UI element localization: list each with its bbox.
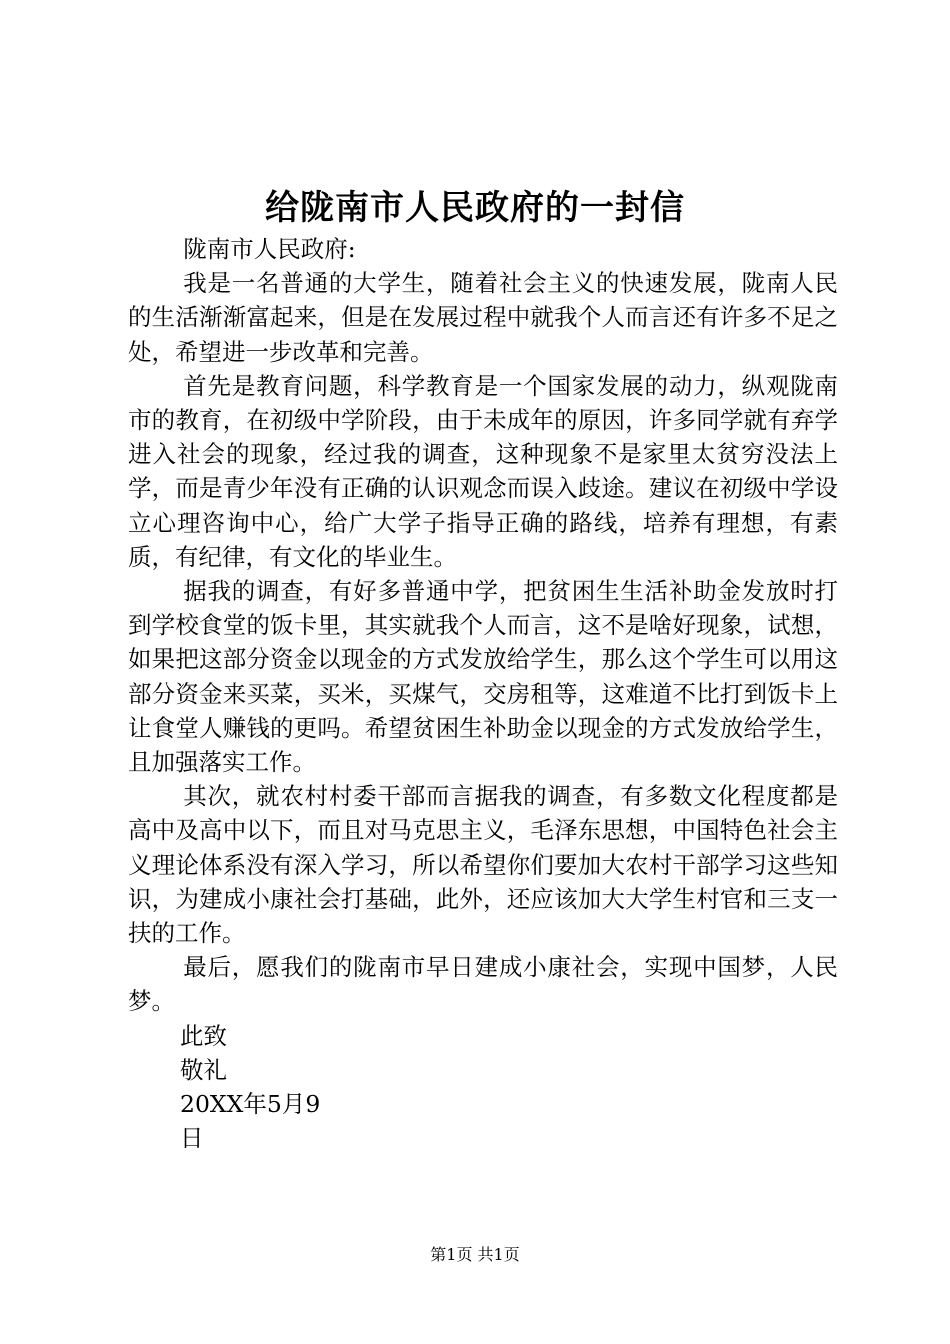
paragraph-village-cadres: 其次，就农村村委干部而言据我的调查，有多数文化程度都是高中及高中以下，而且对马克思主义，毛泽东思想，中国特色社会主义理论体系没有深入学习，所以希望你们要加大农村干部学习这些知识，为建成小康社会打基础，此外，还应该加大大学生村官和三支一扶的工作。 [128,782,838,948]
closing-line-1: 此致 [180,1021,227,1050]
letter-salutation: 陇南市人民政府: [183,235,356,263]
paragraph-intro: 我是一名普通的大学生，随着社会主义的快速发展，陇南人民的生活渐渐富起来，但是在发展过程中就我个人而言还有许多不足之处，希望进一步改革和完善。 [128,269,838,366]
paragraph-subsidy: 据我的调查，有好多普通中学，把贫困生生活补助金发放时打到学校食堂的饭卡里，其实就我个人而言，这不是啥好现象，试想，如果把这部分资金以现金的方式发放给学生，那么这个学生可以用这部分资金来买菜，买米，买煤气，交房租等，这难道不比打到饭卡上让食堂人赚钱的更吗。希望贫困生补助金以现金的方式发放给学生，且加强落实工作。 [128,577,838,777]
paragraph-conclusion: 最后，愿我们的陇南市早日建成小康社会，实现中国梦，人民梦。 [128,953,838,1016]
letter-body [128,232,838,1155]
page-footer: 第1页 共1页 [430,1245,520,1264]
letter-date: 20XX年5月9日 [180,1090,321,1153]
document-title: 给陇南市人民政府的一封信 [265,188,685,228]
closing-line-2: 敬礼 [180,1055,227,1084]
paragraph-education: 首先是教育问题，科学教育是一个国家发展的动力，纵观陇南市的教育，在初级中学阶段，由于未成年的原因，许多同学就有弃学进入社会的现象，经过我的调查，这种现象不是家里太贫穷没法上学，而是青少年没有正确的认识观念而误入歧途。建议在初级中学设立心理咨询中心，给广大学子指导正确的路线，培养有理想，有素质，有纪律，有文化的毕业生。 [128,371,838,571]
